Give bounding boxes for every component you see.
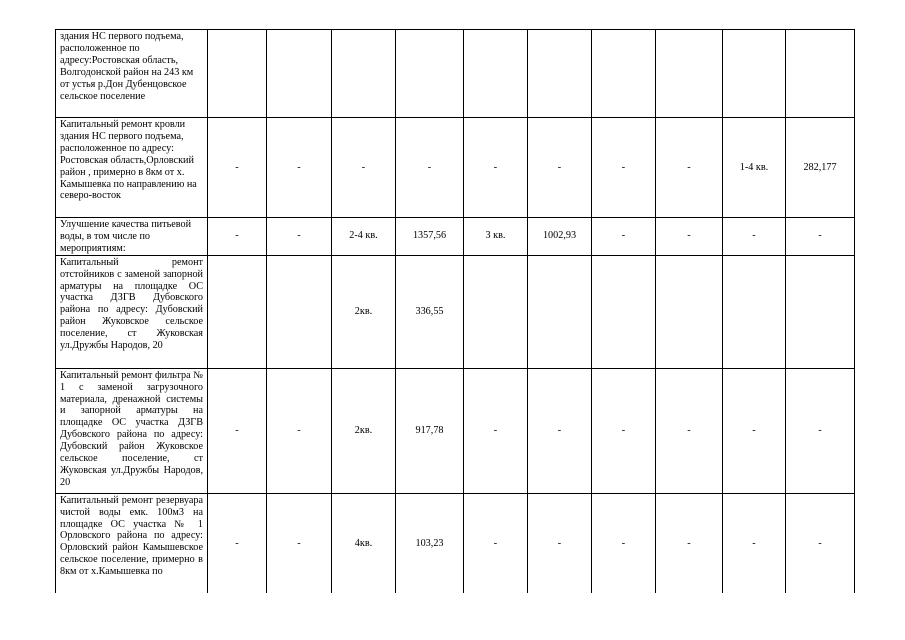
work-description-cell: Капитальный ремонт резервуара чистой воды емк. 100м3 на площадке ОС участка № 1 Орловского района по адресу: Орловский район Камышевское сельское поселение, примерно в 8км от х.Камышевка по: [56, 493, 208, 593]
value-cell: 917,78: [396, 368, 464, 493]
table-row: [56, 218, 855, 256]
value-cell: [267, 30, 332, 118]
value-cell: -: [528, 118, 592, 218]
value-cell: [208, 255, 267, 368]
value-cell: 282,177: [786, 118, 855, 218]
value-cell: [656, 30, 723, 118]
value-cell: [464, 30, 528, 118]
value-cell: -: [592, 218, 656, 256]
value-cell: -: [208, 368, 267, 493]
value-cell: [528, 30, 592, 118]
value-cell: -: [528, 493, 592, 593]
value-cell: -: [267, 118, 332, 218]
value-cell: -: [267, 368, 332, 493]
value-cell: -: [656, 118, 723, 218]
value-cell: 2кв.: [332, 368, 396, 493]
value-cell: -: [464, 493, 528, 593]
value-cell: -: [208, 218, 267, 256]
table-row: [56, 30, 855, 118]
value-cell: -: [592, 118, 656, 218]
value-cell: -: [723, 368, 786, 493]
value-cell: [723, 30, 786, 118]
value-cell: 4кв.: [332, 493, 396, 593]
works-table: [55, 29, 855, 593]
value-cell: 1002,93: [528, 218, 592, 256]
value-cell: -: [528, 368, 592, 493]
table-row: [56, 368, 855, 493]
value-cell: -: [723, 493, 786, 593]
value-cell: -: [464, 118, 528, 218]
value-cell: -: [656, 218, 723, 256]
value-cell: [267, 255, 332, 368]
value-cell: -: [592, 368, 656, 493]
value-cell: [528, 255, 592, 368]
value-cell: -: [267, 218, 332, 256]
value-cell: 2кв.: [332, 255, 396, 368]
value-cell: 2-4 кв.: [332, 218, 396, 256]
work-description-cell: Капитальный ремонт кровли здания НС первого подъема, расположенное по адресу: Ростовская область,Орловский район , примерно в 8км от х. Камышевка по направлению на северо-восток: [56, 118, 208, 218]
table-row: [56, 118, 855, 218]
value-cell: -: [656, 493, 723, 593]
value-cell: 336,55: [396, 255, 464, 368]
table-row: [56, 255, 855, 368]
work-description-cell: здания НС первого подъема, расположенное по адресу:Ростовская область, Волгодонской район на 243 км от устья р.Дон Дубенцовское сельское поселение: [56, 30, 208, 118]
value-cell: [208, 30, 267, 118]
value-cell: [592, 30, 656, 118]
table-row: [56, 493, 855, 593]
value-cell: [332, 30, 396, 118]
value-cell: -: [786, 493, 855, 593]
value-cell: 3 кв.: [464, 218, 528, 256]
work-description-cell: Капитальный ремонт отстойников с заменой запорной арматуры на площадке ОС участка ДЗГВ Дубовского района по адресу: Дубовский район Жуковское сельское поселение, ст Жуковская ул.Дружбы Народов, 20: [56, 255, 208, 368]
value-cell: [723, 255, 786, 368]
value-cell: -: [208, 493, 267, 593]
value-cell: [786, 30, 855, 118]
value-cell: 1-4 кв.: [723, 118, 786, 218]
work-description-cell: Улучшение качества питьевой воды, в том числе по мероприятиям:: [56, 218, 208, 256]
value-cell: -: [723, 218, 786, 256]
value-cell: -: [464, 368, 528, 493]
value-cell: -: [208, 118, 267, 218]
value-cell: 103,23: [396, 493, 464, 593]
value-cell: -: [396, 118, 464, 218]
value-cell: [656, 255, 723, 368]
work-description-cell: Капитальный ремонт фильтра № 1 с заменой загрузочного материала, дренажной системы и запорной арматуры на площадке ОС участка ДЗГВ Дубовского района по адресу: Дубовский район Жуковское сельское поселение, ст Жуковская ул.Дружбы Народов, 20: [56, 368, 208, 493]
value-cell: -: [786, 218, 855, 256]
value-cell: [464, 255, 528, 368]
value-cell: -: [332, 118, 396, 218]
value-cell: [786, 255, 855, 368]
value-cell: [396, 30, 464, 118]
value-cell: -: [267, 493, 332, 593]
value-cell: -: [786, 368, 855, 493]
value-cell: [592, 255, 656, 368]
value-cell: -: [592, 493, 656, 593]
value-cell: 1357,56: [396, 218, 464, 256]
value-cell: -: [656, 368, 723, 493]
